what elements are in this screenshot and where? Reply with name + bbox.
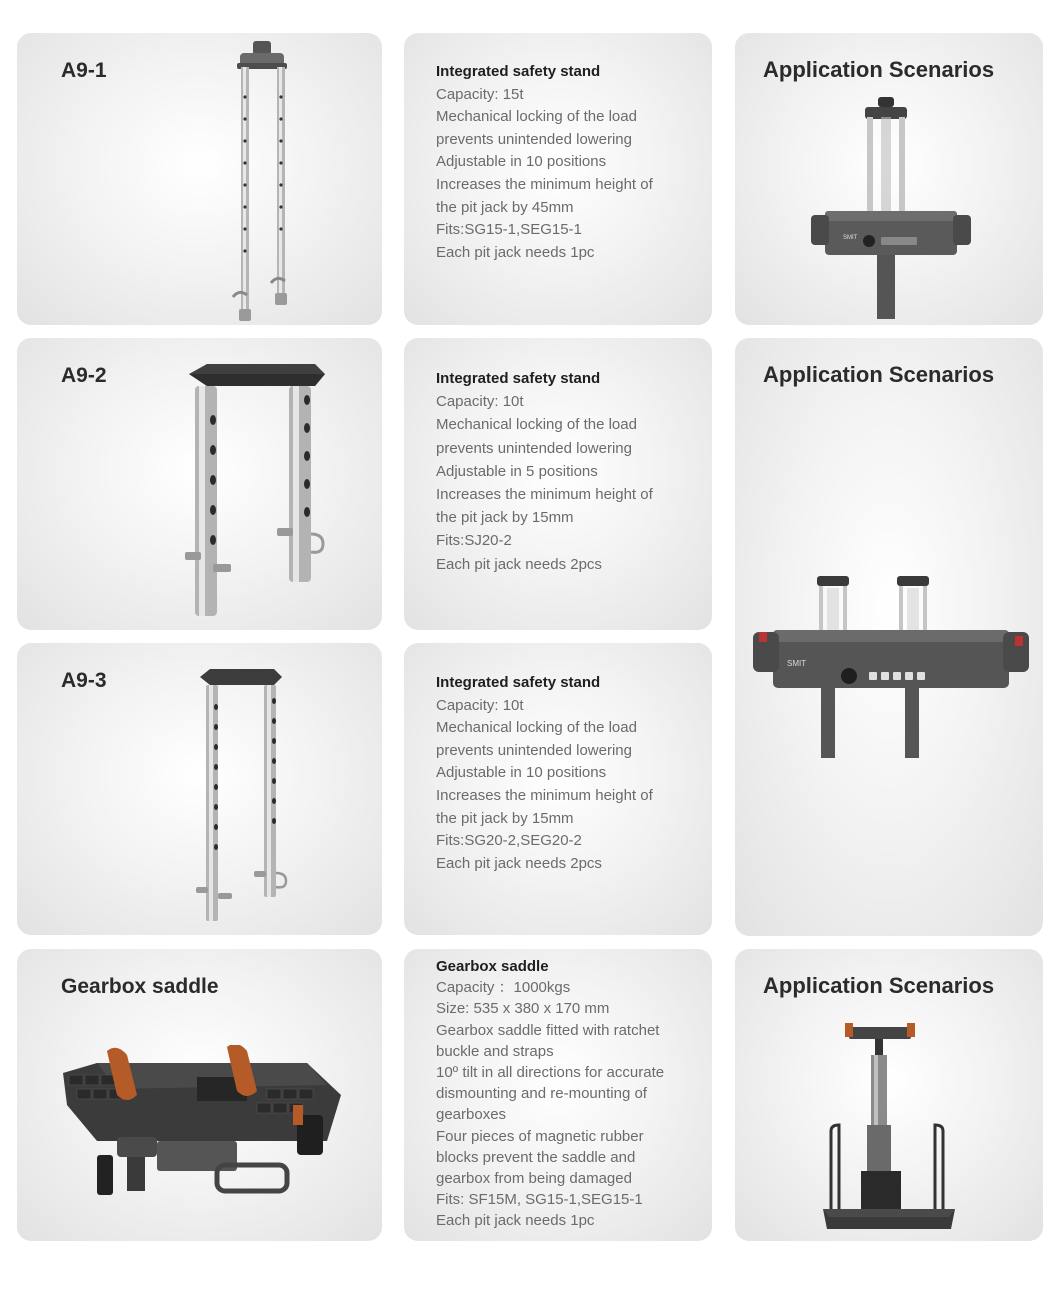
product-card-gearbox-saddle <box>17 949 382 1241</box>
spec-card-a9-3 <box>404 643 712 935</box>
gearbox-saddle-scenario-image <box>819 1021 959 1235</box>
spec-line: Gearbox saddle fitted with ratchet <box>436 1021 660 1039</box>
safety-stand-a9-2-image <box>177 360 337 622</box>
spec-line: Each pit jack needs 2pcs <box>436 555 602 573</box>
product-code: Gearbox saddle <box>61 975 219 998</box>
spec-card-a9-2 <box>404 338 712 630</box>
spec-line: Increases the minimum height of <box>436 786 653 804</box>
spec-line: Fits:SJ20-2 <box>436 532 512 550</box>
spec-line: the pit jack by 15mm <box>436 809 574 827</box>
spec-line: Increases the minimum height of <box>436 486 653 504</box>
scenario-card-1 <box>735 33 1043 325</box>
product-code: A9-2 <box>61 364 107 387</box>
spec-line: Fits:SG15-1,SEG15-1 <box>436 221 582 239</box>
spec-line: prevents unintended lowering <box>436 130 632 148</box>
spec-card-gearbox-saddle <box>404 949 712 1241</box>
smit-logo: SMIT <box>787 659 807 668</box>
product-card-a9-2 <box>17 338 382 630</box>
product-code: A9-1 <box>61 59 107 82</box>
spec-line: Size: 535 x 380 x 170 mm <box>436 1000 610 1018</box>
safety-stand-a9-3-image <box>192 667 302 925</box>
spec-text <box>436 956 700 1232</box>
spec-line: Mechanical locking of the load <box>436 719 637 737</box>
gearbox-saddle-image <box>57 1045 347 1209</box>
spec-line: Fits:SG20-2,SEG20-2 <box>436 832 582 850</box>
product-code: A9-3 <box>61 669 107 692</box>
smit-logo: SMIT <box>843 235 858 241</box>
spec-line: gearbox from being damaged <box>436 1170 632 1188</box>
spec-text <box>436 367 692 576</box>
spec-line: the pit jack by 15mm <box>436 509 574 527</box>
spec-line: Adjustable in 5 positions <box>436 462 598 480</box>
spec-line: gearboxes <box>436 1106 507 1124</box>
scenario-title: Application Scenarios <box>763 57 995 82</box>
spec-line: Mechanical locking of the load <box>436 416 637 434</box>
product-card-a9-1 <box>17 33 382 325</box>
spec-line: Capacity: 10t <box>436 393 524 411</box>
scenario-card-3 <box>735 949 1043 1241</box>
spec-line: Capacity: 10t <box>436 696 524 714</box>
spec-line: prevents unintended lowering <box>436 439 632 457</box>
spec-line: 10º tilt in all directions for accurate <box>436 1064 665 1082</box>
scenario-title: Application Scenarios <box>763 973 995 998</box>
spec-line: Mechanical locking of the load <box>436 108 637 126</box>
spec-line: Adjustable in 10 positions <box>436 764 607 782</box>
spec-title: Integrated safety stand <box>436 63 601 80</box>
safety-stand-a9-1-image <box>207 39 317 325</box>
spec-text <box>436 61 692 264</box>
spec-line: blocks prevent the saddle and <box>436 1148 636 1166</box>
pit-jack-scenario-2-image <box>751 574 1031 764</box>
spec-line: Adjustable in 10 positions <box>436 153 607 171</box>
spec-line: Increases the minimum height of <box>436 175 653 193</box>
spec-title: Integrated safety stand <box>436 674 601 691</box>
spec-text <box>436 672 692 875</box>
spec-title: Integrated safety stand <box>436 370 601 387</box>
scenario-card-2 <box>735 338 1043 936</box>
spec-line: Each pit jack needs 1pc <box>436 1212 595 1230</box>
spec-line: Each pit jack needs 2pcs <box>436 854 602 872</box>
product-card-a9-3 <box>17 643 382 935</box>
spec-line: dismounting and re-mounting of <box>436 1085 647 1103</box>
spec-line: the pit jack by 45mm <box>436 198 574 216</box>
spec-line: Capacity ：1000kgs <box>436 979 571 997</box>
spec-line: Four pieces of magnetic rubber <box>436 1127 644 1145</box>
spec-card-a9-1 <box>404 33 712 325</box>
spec-line: buckle and straps <box>436 1042 554 1060</box>
spec-line: Capacity: 15t <box>436 85 524 103</box>
spec-line: Each pit jack needs 1pc <box>436 243 595 261</box>
pit-jack-scenario-1-image <box>805 95 975 323</box>
scenario-title: Application Scenarios <box>763 362 995 387</box>
spec-title: Gearbox saddle <box>436 958 549 975</box>
spec-line: Fits: SF15M, SG15-1,SEG15-1 <box>436 1191 643 1209</box>
spec-line: prevents unintended lowering <box>436 741 632 759</box>
